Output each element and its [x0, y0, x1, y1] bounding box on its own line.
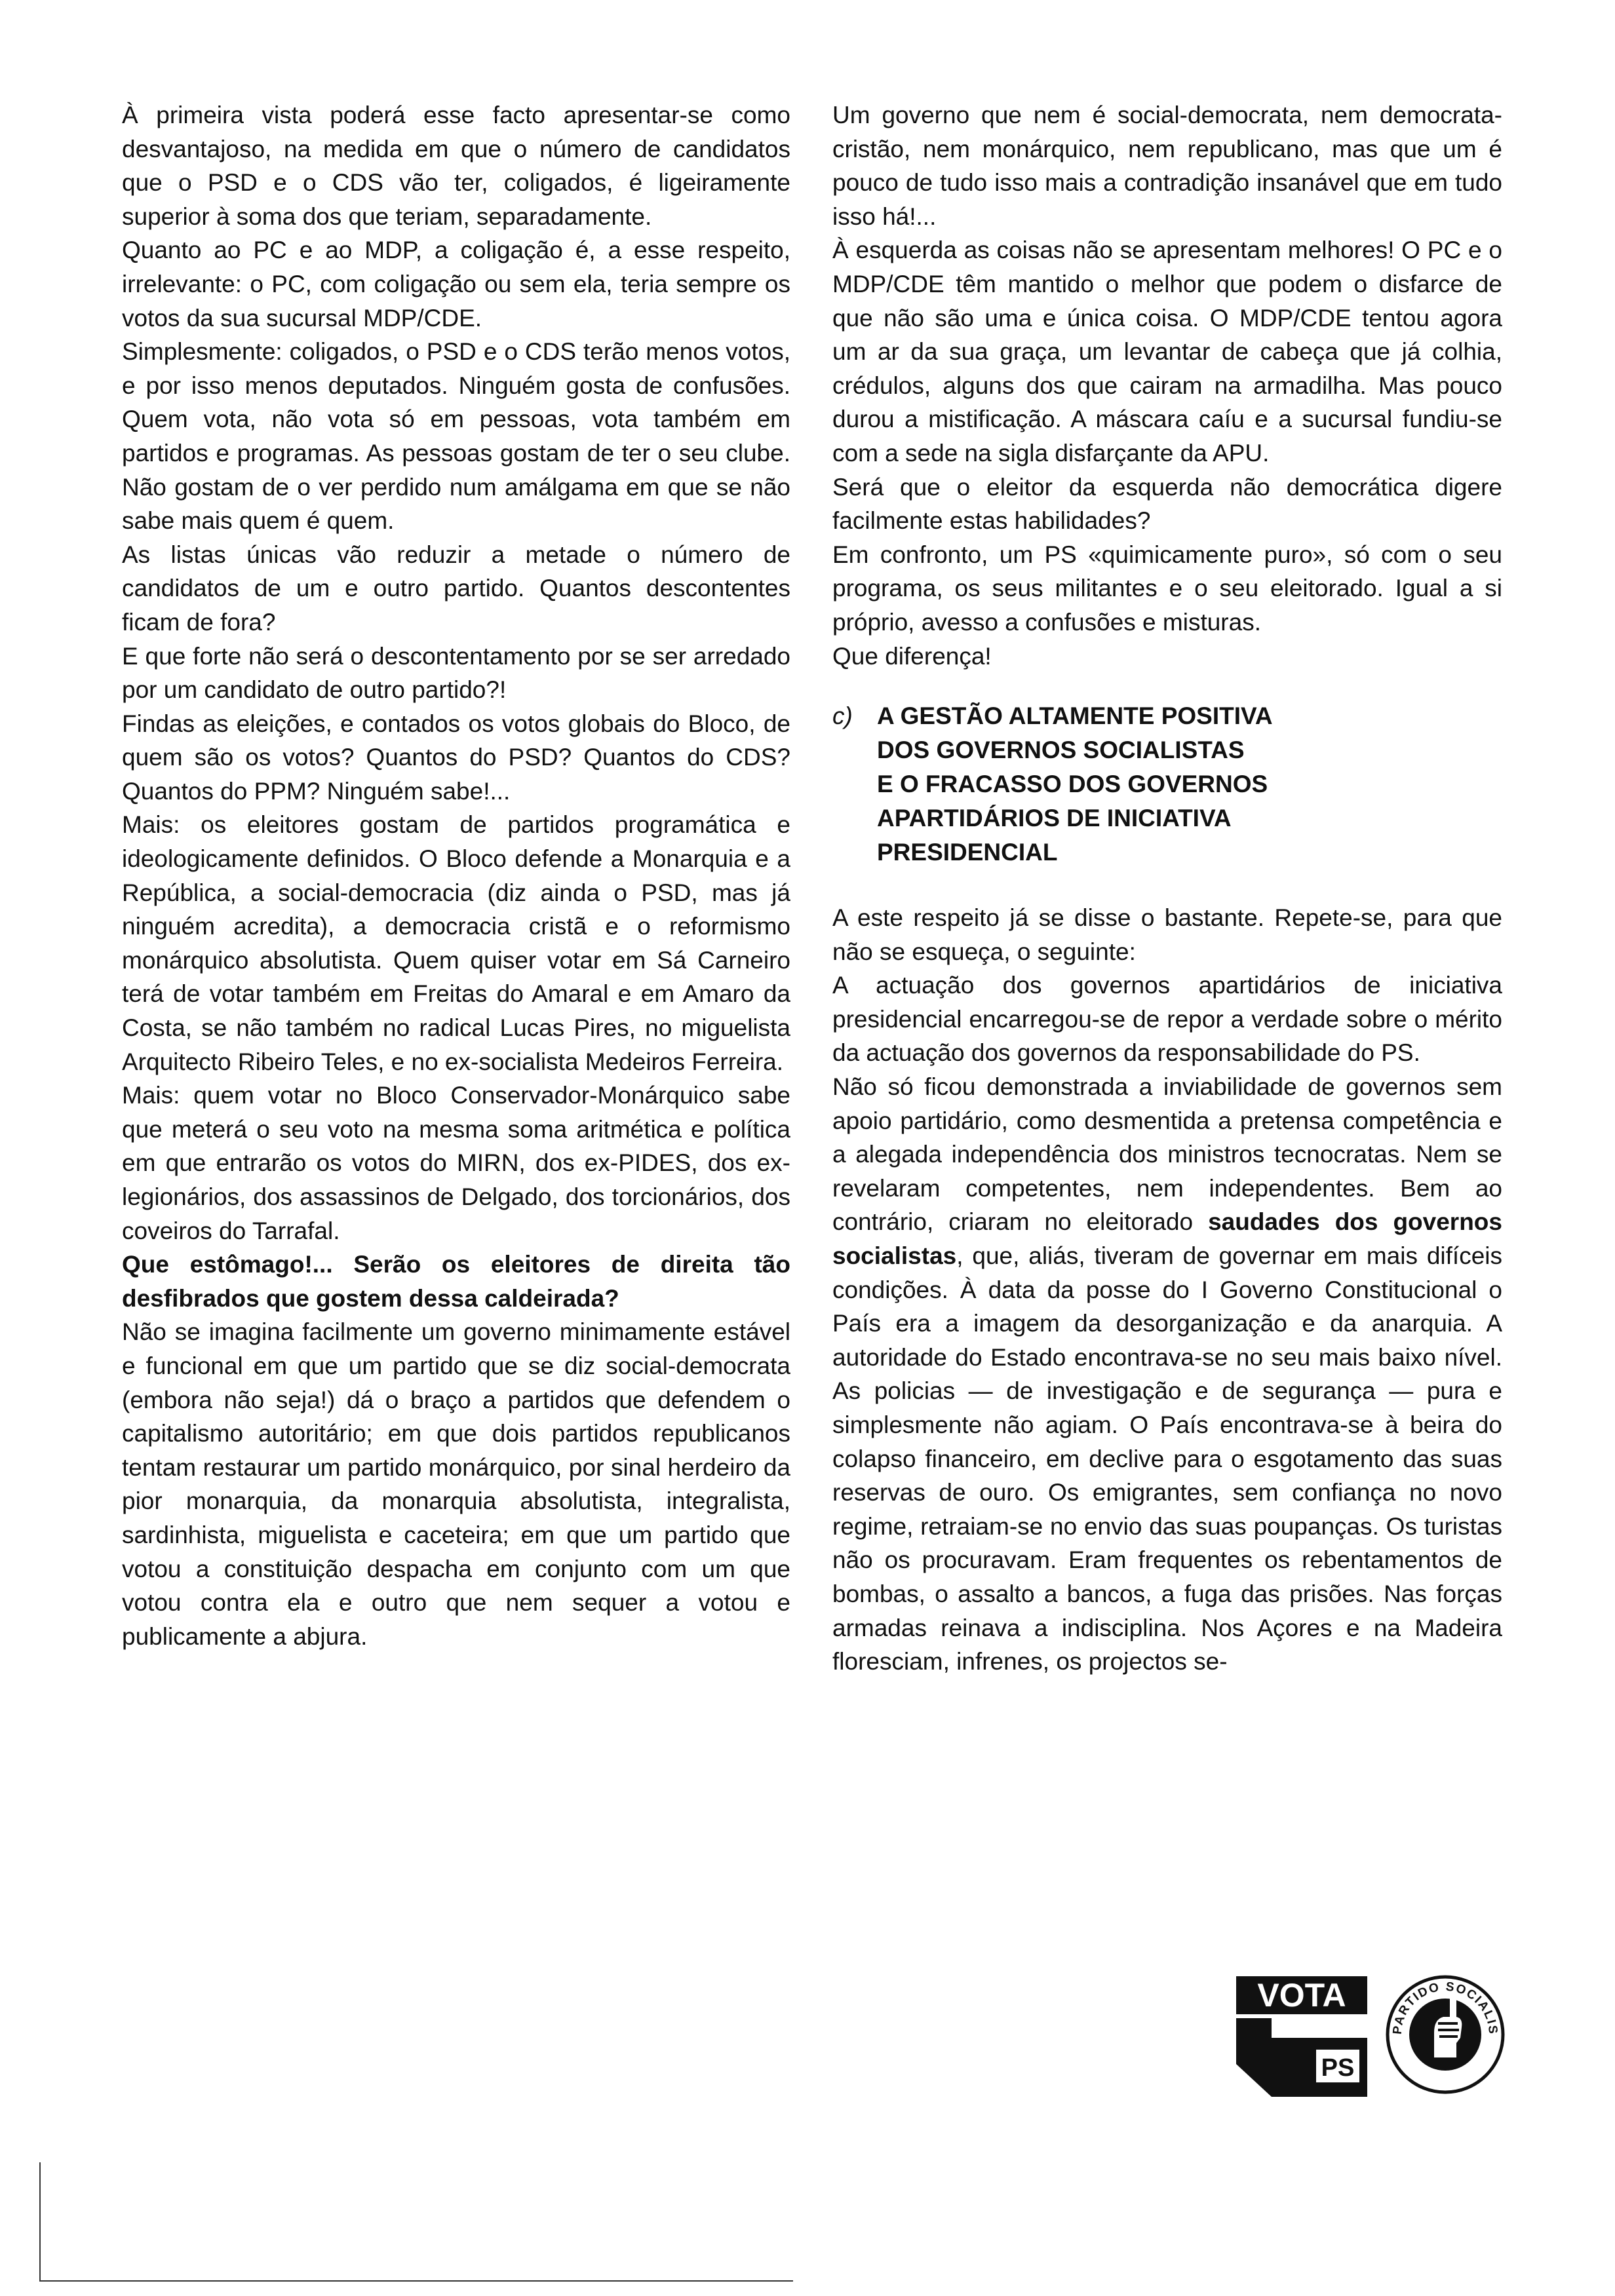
heading-line: A GESTÃO ALTAMENTE POSITIVA	[877, 702, 1273, 730]
ps-text: PS	[1321, 2054, 1355, 2082]
right-paragraph-5: Que diferença!	[832, 642, 992, 670]
right-paragraph-4: Em confronto, um PS «quimicamente puro», só com o seu programa, os seus militantes e o seu eleitorado. Igual a si próprio, avesso a confusões e misturas.	[832, 541, 1502, 636]
left-paragraph-5: E que forte não será o descontentamento por se ser arredado por um candidato de outro partido?!	[122, 642, 790, 704]
fist-emblem-graphic	[1383, 1972, 1508, 2097]
vota-ps-logo	[1232, 1972, 1376, 2110]
right-paragraph-6: A este respeito já se disse o bastante. Repete-se, para que não se esqueça, o seguinte:	[832, 904, 1502, 965]
left-bold-text: Que estômago!... Serão os eleitores de direita tão desfibrados que gostem dessa caldeirada?	[122, 1251, 790, 1312]
rose-stem-icon	[1450, 1999, 1456, 2018]
left-column	[122, 98, 790, 1653]
left-paragraph-3: Simplesmente: coligados, o PSD e o CDS terão menos votos, e por isso menos deputados. Ninguém gosta de confusões. Quem vota, não vota só em pessoas, vota também em partidos e programas. As pessoas gostam de ter o seu clube. Não gostam de o ver perdido num amálgama em que se não sabe mais quem é quem.	[122, 338, 790, 535]
page-bottom-rule	[39, 2280, 793, 2282]
heading-line: APARTIDÁRIOS DE INICIATIVA	[877, 805, 1232, 832]
left-paragraph-2: Quanto ao PC e ao MDP, a coligação é, a esse respeito, irrelevante: o PC, com coligação ou sem ela, teria sempre os votos da sua sucursal MDP/CDE.	[122, 237, 790, 332]
heading-line: PRESIDENCIAL	[877, 839, 1058, 866]
vota-text: VOTA	[1257, 1977, 1346, 2014]
right-paragraph-8-end: , que, aliás, tiveram de governar em mais difíceis condições. À data da posse do I Governo Constitucional o País era a imagem da desorganização e da anarquia. A autoridade do Estado encontrava-se no seu mais baixo nível. As policias — de investigação e de segurança — pura e simplesmente não agiam. O País encontrava-se à beira do colapso financeiro, em declive para o esgotamento das suas reservas de ouro. Os emigrantes, sem confiança no novo regime, retraiam-se no envio das suas poupanças. Os turistas não os procuravam. Eram frequentes os rebentamentos de bombas, o assalto a bancos, a fuga das prisões. Nas forças armadas reinava a indisciplina. Nos Açores e na Madeira floresciam, infrenes, os projectos se-	[832, 1242, 1502, 1675]
right-paragraph-8-bold: saudades dos governos socialistas	[832, 1208, 1502, 1270]
section-heading-lines	[877, 699, 1502, 870]
right-paragraph-2: À esquerda as coisas não se apresentam melhores! O PC e o MDP/CDE têm mantido o melhor que podem o disfarce de que não são uma e única coisa. O MDP/CDE tentou agora um ar da sua graça, um levantar de cabeça que já colhia, crédulos, alguns dos que cairam na armadilha. Mas pouco durou a mistificação. A máscara caíu e a sucursal fundiu-se com a sede na sigla disfarçante da APU.	[832, 237, 1502, 467]
right-paragraph-8-start: Não só ficou demonstrada a inviabilidade de governos sem apoio partidário, como desmentida a pretensa competência e a alegada independência dos ministros tecnocratas. Nem se revelaram competentes, nem independentes. Bem ao contrário, criaram no eleitorado	[832, 1073, 1502, 1236]
section-heading	[832, 699, 1502, 870]
right-column	[832, 98, 1502, 1679]
heading-line: DOS GOVERNOS SOCIALISTAS	[877, 737, 1245, 764]
left-paragraph-6: Findas as eleições, e contados os votos globais do Bloco, de quem são os votos? Quantos do PSD? Quantos do CDS? Quantos do PPM? Ninguém sabe!...	[122, 710, 790, 805]
right-paragraph-7: A actuação dos governos apartidários de iniciativa presidencial encarregou-se de repor a verdade sobre o mérito da actuação dos governos da responsabilidade do PS.	[832, 972, 1502, 1067]
left-final-paragraph: Não se imagina facilmente um governo minimamente estável e funcional em que um partido que se diz social-democrata (embora não seja!) dá o braço a partidos que defendem o capitalismo autoritário; em que dois partidos republicanos tentam restaurar um partido monárquico, por sinal herdeiro da pior monarquia, da monarquia absolutista, integralista, sardinhista, miguelista e caceteira; em que um partido que votou a constituição despacha em conjunto com um que votou contra ela e outro que nem sequer a votou e publicamente a abjura.	[122, 1318, 790, 1650]
right-paragraph-8	[832, 1070, 1502, 1679]
left-paragraph-1: À primeira vista poderá esse facto apresentar-se como desvantajoso, na medida em que o número de candidatos que o PSD e o CDS vão ter, coligados, é ligeiramente superior à soma dos que teriam, separadamente.	[122, 102, 790, 230]
partido-socialista-emblem	[1383, 1972, 1508, 2097]
left-paragraph-8: Mais: quem votar no Bloco Conservador-Monárquico sabe que meterá o seu voto na mesma soma aritmética e política em que entrarão os votos do MIRN, dos ex-PIDES, dos ex-legionários, dos assassinos de Delgado, dos torcionários, dos coveiros do Tarrafal.	[122, 1082, 790, 1244]
right-paragraph-3: Será que o eleitor da esquerda não democrática digere facilmente estas habilidades?	[832, 473, 1502, 535]
right-paragraph-1: Um governo que nem é social-democrata, nem democrata-cristão, nem monárquico, nem republicano, mas que um é pouco de tudo isso mais a contradição insanável que em tudo isso há!...	[832, 102, 1502, 230]
logo-area	[1232, 1972, 1508, 2110]
vota-ps-graphic	[1232, 1972, 1376, 2110]
left-paragraph-4: As listas únicas vão reduzir a metade o número de candidatos de um e outro partido. Quantos descontentes ficam de fora?	[122, 541, 790, 636]
section-letter: c)	[832, 702, 853, 730]
left-bold-paragraph	[122, 1248, 790, 1315]
heading-line: E O FRACASSO DOS GOVERNOS	[877, 771, 1268, 798]
page-edge-line	[39, 2162, 41, 2280]
emblem-text-path: PARTIDO SOCIALIS	[1390, 1980, 1500, 2036]
left-paragraph-7: Mais: os eleitores gostam de partidos programática e ideologicamente definidos. O Bloco defende a Monarquia e a República, a social-democracia (diz ainda o PSD, mas já ninguém acredita), a democracia cristã e o reformismo monárquico absolutista. Quem quiser votar em Sá Carneiro terá de votar também em Freitas do Amaral e em Amaro da Costa, se não também no radical Lucas Pires, no miguelista Arquitecto Ribeiro Teles, e no ex-socialista Medeiros Ferreira.	[122, 811, 790, 1075]
